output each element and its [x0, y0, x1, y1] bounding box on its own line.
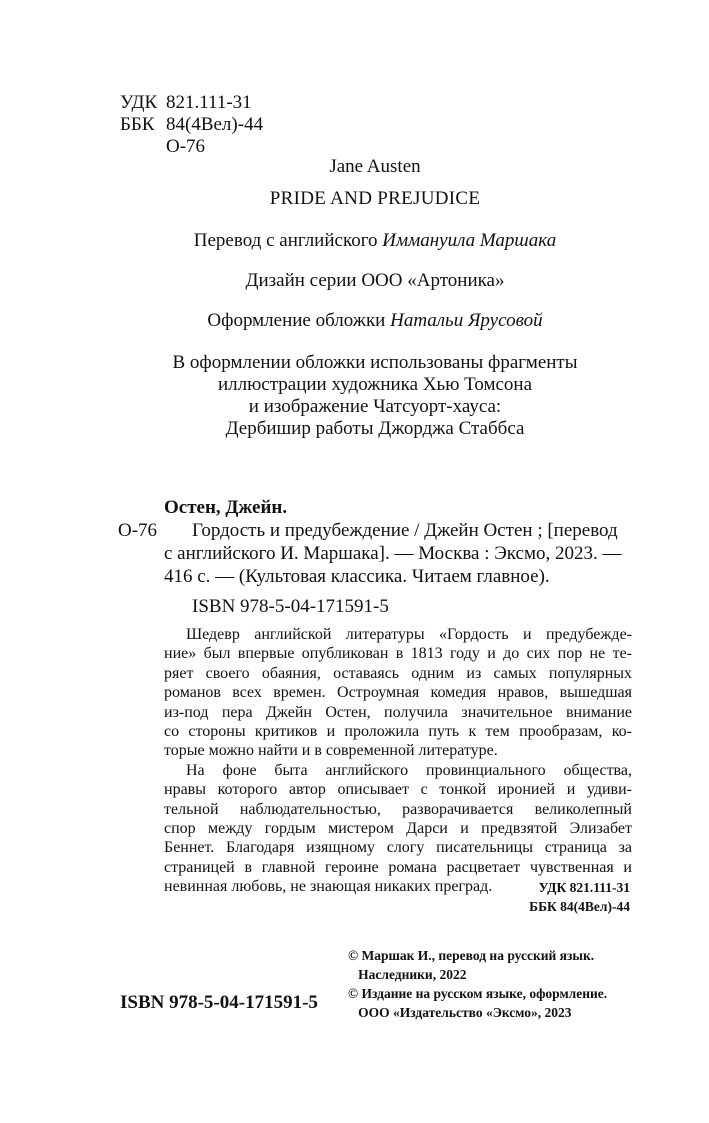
cover-note-line: иллюстрации художника Хью Томсона [217, 374, 533, 395]
annotation-line: Беннет. Благодаря изящному слогу писательницы страница за [164, 839, 632, 857]
udk-value: 821.111-31 [166, 92, 252, 113]
bbk-line [120, 114, 264, 135]
bib-line: 416 с. — (Культовая классика. Читаем главное). [164, 566, 550, 587]
udk-line [120, 92, 252, 113]
udk-code: УДК 821.111-31 [538, 880, 630, 895]
cover-note-line: и изображение Чатсуорт-хауса: [248, 396, 502, 417]
cover-designer-name: Натальи Ярусовой [390, 310, 543, 331]
bbk-label: ББК [120, 114, 155, 135]
annotation-line: торые можно найти и в современной литературе. [164, 742, 498, 760]
bib-isbn: ISBN 978-5-04-171591-5 [192, 596, 389, 617]
annotation-line: тельной наблюдательностью, разворачивается великолепный [164, 800, 632, 818]
copyright-line: © Издание на русском языке, оформление. [348, 986, 608, 1001]
annotation-line: страницей в главной героине романа расцветает чувственная и [164, 858, 632, 876]
annotation-line: романов всех времен. Остроумная комедия нравов, вышедшая [164, 684, 632, 702]
cover-note-line: Дербишир работы Джорджа Стаббса [225, 418, 525, 439]
bbk-code: ББК 84(4Вел)-44 [529, 899, 630, 914]
annotation [164, 625, 632, 897]
bib-author-heading: Остен, Джейн. [164, 497, 288, 518]
annotation-line: со стороны критиков и проложила путь к тем прообразам, ко- [164, 723, 632, 741]
author-mark: О-76 [166, 136, 206, 157]
translation-prefix: Перевод с английского [193, 230, 383, 251]
cover-note-line: В оформлении обложки использованы фрагменты [172, 352, 578, 373]
series-design-credit: Дизайн серии ООО «Артоника» [245, 270, 505, 291]
bib-line: Гордость и предубеждение / Джейн Остен ; [перевод [192, 520, 618, 541]
annotation-line: На фоне быта английского провинциального общества, [186, 761, 632, 779]
annotation-line: нравы которого автор описывает с тонкой иронией и удиви- [164, 781, 632, 799]
bib-mark: О-76 [118, 520, 158, 541]
annotation-line: невинная любовь, не знающая никаких преград. [164, 878, 493, 896]
bib-line: с английского И. Маршака]. — Москва : Эксмо, 2023. — [164, 543, 622, 564]
cover-illustration-note [80, 352, 670, 440]
annotation-line: ние» был впервые опубликован в 1813 году и до сих пор не те- [164, 645, 632, 663]
udk-label: УДК [120, 92, 158, 113]
original-title: PRIDE AND PREJUDICE [269, 188, 481, 209]
cover-prefix: Оформление обложки [207, 310, 391, 331]
annotation-line: из-под пера Джейн Остен, получила значительное внимание [164, 703, 632, 721]
annotation-line: ряет своего обаяния, оставаясь одним из самых популярных [164, 664, 632, 682]
annotation-line: Шедевр английской литературы «Гордость и предубежде- [186, 626, 632, 643]
annotation-line: спор между гордым мистером Дарси и предвзятой Элизабет [164, 820, 632, 838]
bbk-value: 84(4Вел)-44 [166, 114, 264, 135]
copyright-line: ООО «Издательство «Эксмо», 2023 [348, 1005, 572, 1020]
cover-credit [80, 310, 670, 332]
copyright-line: © Маршак И., перевод на русский язык. [348, 948, 595, 963]
copyright-block [348, 946, 607, 1022]
copyright-line: Наследники, 2022 [348, 967, 467, 982]
translator-name: Иммануила Маршака [382, 230, 557, 251]
original-author: Jane Austen [329, 156, 421, 177]
translation-credit [80, 230, 670, 252]
isbn-bottom: ISBN 978-5-04-171591-5 [120, 992, 318, 1013]
classification-codes-repeat [529, 878, 630, 916]
